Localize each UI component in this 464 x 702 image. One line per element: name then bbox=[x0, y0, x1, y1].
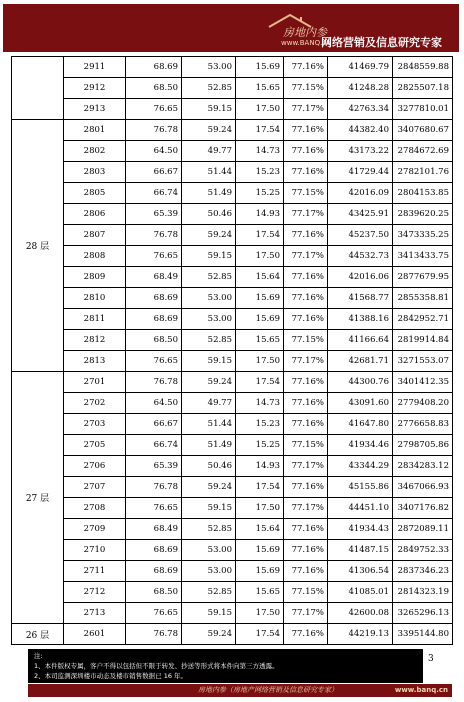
table-cell: 59.24 bbox=[182, 624, 236, 645]
table-cell: 15.65 bbox=[236, 582, 284, 603]
table-row bbox=[12, 603, 453, 624]
table-cell: 50.46 bbox=[182, 204, 236, 225]
table-cell: 2706 bbox=[64, 456, 126, 477]
table-cell: 66.67 bbox=[126, 162, 182, 183]
table-cell: 41306.54 bbox=[328, 561, 393, 582]
table-cell: 2801 bbox=[64, 120, 126, 141]
table-cell: 76.65 bbox=[126, 603, 182, 624]
table-cell: 2839620.25 bbox=[393, 204, 453, 225]
table-cell: 77.17% bbox=[284, 246, 328, 267]
table-cell: 65.39 bbox=[126, 456, 182, 477]
table-cell: 59.15 bbox=[182, 498, 236, 519]
table-cell: 17.54 bbox=[236, 225, 284, 246]
table-cell: 2802 bbox=[64, 141, 126, 162]
table-cell: 41248.28 bbox=[328, 78, 393, 99]
table-cell: 2804153.85 bbox=[393, 183, 453, 204]
table-cell: 2819914.84 bbox=[393, 330, 453, 351]
table-cell: 53.00 bbox=[182, 57, 236, 78]
table-row bbox=[12, 120, 453, 141]
table-row bbox=[12, 372, 453, 393]
table-row bbox=[12, 246, 453, 267]
table-cell: 41934.46 bbox=[328, 435, 393, 456]
table-cell: 76.65 bbox=[126, 246, 182, 267]
table-cell: 68.69 bbox=[126, 288, 182, 309]
floor-cell: 27 层 bbox=[12, 372, 64, 624]
floor-cell: 26 层 bbox=[12, 624, 64, 645]
table-cell: 66.74 bbox=[126, 183, 182, 204]
table-cell: 2703 bbox=[64, 414, 126, 435]
table-cell: 77.16% bbox=[284, 162, 328, 183]
table-cell: 15.69 bbox=[236, 288, 284, 309]
table-cell: 43091.60 bbox=[328, 393, 393, 414]
table-cell: 15.25 bbox=[236, 183, 284, 204]
footer-bar bbox=[28, 684, 452, 697]
table-row bbox=[12, 582, 453, 603]
note-line-1: 1、本件版权专属，客户不得以包括但不限于转发、抄送等形式将本件向第三方透露。 bbox=[34, 662, 279, 670]
table-cell: 44382.40 bbox=[328, 120, 393, 141]
table-cell: 15.69 bbox=[236, 57, 284, 78]
table-cell: 77.16% bbox=[284, 561, 328, 582]
table-cell: 77.16% bbox=[284, 288, 328, 309]
table-cell: 45237.50 bbox=[328, 225, 393, 246]
table-cell: 3467066.93 bbox=[393, 477, 453, 498]
table-cell: 2601 bbox=[64, 624, 126, 645]
table-cell: 2709 bbox=[64, 519, 126, 540]
table-cell: 76.65 bbox=[126, 351, 182, 372]
table-cell: 15.69 bbox=[236, 309, 284, 330]
floor-cell bbox=[12, 57, 64, 120]
table-cell: 68.50 bbox=[126, 330, 182, 351]
table-cell: 2849752.33 bbox=[393, 540, 453, 561]
table-cell: 76.78 bbox=[126, 624, 182, 645]
table-cell: 15.64 bbox=[236, 267, 284, 288]
table-cell: 2701 bbox=[64, 372, 126, 393]
table-cell: 77.15% bbox=[284, 330, 328, 351]
header bbox=[0, 0, 464, 56]
sales-table bbox=[11, 56, 453, 645]
table-cell: 68.69 bbox=[126, 57, 182, 78]
table-cell: 2710 bbox=[64, 540, 126, 561]
table-cell: 77.15% bbox=[284, 582, 328, 603]
table-cell: 77.17% bbox=[284, 204, 328, 225]
footer-brand: 房地内参（房地产网络营销及信息研究专家） bbox=[198, 686, 338, 694]
table-cell: 15.23 bbox=[236, 414, 284, 435]
table-row bbox=[12, 351, 453, 372]
table-cell: 3271553.07 bbox=[393, 351, 453, 372]
table-row bbox=[12, 141, 453, 162]
table-cell: 59.24 bbox=[182, 120, 236, 141]
table-cell: 2912 bbox=[64, 78, 126, 99]
table-cell: 3413433.75 bbox=[393, 246, 453, 267]
table-cell: 77.17% bbox=[284, 498, 328, 519]
notes-heading: 注: bbox=[34, 652, 43, 660]
table-row bbox=[12, 561, 453, 582]
table-cell: 15.64 bbox=[236, 519, 284, 540]
table-cell: 76.78 bbox=[126, 372, 182, 393]
table-cell: 17.54 bbox=[236, 624, 284, 645]
table-cell: 2848559.88 bbox=[393, 57, 453, 78]
table-cell: 17.50 bbox=[236, 246, 284, 267]
table-row bbox=[12, 225, 453, 246]
table-cell: 77.17% bbox=[284, 99, 328, 120]
table-row bbox=[12, 330, 453, 351]
table-cell: 2807 bbox=[64, 225, 126, 246]
note-line-2: 2、本司监测深圳楼市动态及楼市销售数据已 16 年。 bbox=[34, 672, 188, 680]
table-cell: 66.74 bbox=[126, 435, 182, 456]
table-cell: 64.50 bbox=[126, 393, 182, 414]
table-cell: 3395144.80 bbox=[393, 624, 453, 645]
table-cell: 77.17% bbox=[284, 351, 328, 372]
logo-text: 房地内参 bbox=[283, 26, 327, 39]
table-cell: 51.44 bbox=[182, 162, 236, 183]
table-cell: 77.15% bbox=[284, 78, 328, 99]
table-cell: 65.39 bbox=[126, 204, 182, 225]
table-row bbox=[12, 57, 453, 78]
table-cell: 2707 bbox=[64, 477, 126, 498]
table-cell: 64.50 bbox=[126, 141, 182, 162]
table-cell: 2814323.19 bbox=[393, 582, 453, 603]
table-cell: 2803 bbox=[64, 162, 126, 183]
table-cell: 41647.80 bbox=[328, 414, 393, 435]
table-cell: 2837346.23 bbox=[393, 561, 453, 582]
table-cell: 3265296.13 bbox=[393, 603, 453, 624]
notes-box bbox=[28, 649, 423, 683]
table-cell: 53.00 bbox=[182, 288, 236, 309]
table-cell: 77.16% bbox=[284, 477, 328, 498]
table-cell: 77.16% bbox=[284, 624, 328, 645]
table-cell: 42763.34 bbox=[328, 99, 393, 120]
table-cell: 2711 bbox=[64, 561, 126, 582]
table-cell: 17.54 bbox=[236, 477, 284, 498]
table-cell: 2813 bbox=[64, 351, 126, 372]
table-cell: 3277810.01 bbox=[393, 99, 453, 120]
table-row bbox=[12, 414, 453, 435]
table-cell: 3407680.67 bbox=[393, 120, 453, 141]
table-cell: 17.50 bbox=[236, 498, 284, 519]
table-cell: 45155.86 bbox=[328, 477, 393, 498]
table-cell: 2713 bbox=[64, 603, 126, 624]
table-cell: 77.16% bbox=[284, 414, 328, 435]
table-cell: 76.78 bbox=[126, 225, 182, 246]
table-cell: 14.93 bbox=[236, 204, 284, 225]
table-cell: 52.85 bbox=[182, 78, 236, 99]
table-cell: 50.46 bbox=[182, 456, 236, 477]
table-cell: 68.50 bbox=[126, 582, 182, 603]
table-cell: 49.77 bbox=[182, 141, 236, 162]
table-cell: 2834283.12 bbox=[393, 456, 453, 477]
table-cell: 14.73 bbox=[236, 393, 284, 414]
table-cell: 2825507.18 bbox=[393, 78, 453, 99]
table-cell: 14.93 bbox=[236, 456, 284, 477]
table-cell: 44451.10 bbox=[328, 498, 393, 519]
table-cell: 49.77 bbox=[182, 393, 236, 414]
table-cell: 2811 bbox=[64, 309, 126, 330]
table-cell: 76.65 bbox=[126, 498, 182, 519]
table-cell: 15.23 bbox=[236, 162, 284, 183]
table-row bbox=[12, 309, 453, 330]
table-cell: 52.85 bbox=[182, 267, 236, 288]
table-cell: 42016.06 bbox=[328, 267, 393, 288]
table-cell: 2779408.20 bbox=[393, 393, 453, 414]
table-cell: 52.85 bbox=[182, 582, 236, 603]
table-cell: 42016.09 bbox=[328, 183, 393, 204]
table-cell: 59.24 bbox=[182, 372, 236, 393]
table-cell: 42600.08 bbox=[328, 603, 393, 624]
table-cell: 43425.91 bbox=[328, 204, 393, 225]
table-cell: 14.73 bbox=[236, 141, 284, 162]
table-cell: 77.16% bbox=[284, 372, 328, 393]
table-cell: 2812 bbox=[64, 330, 126, 351]
table-cell: 77.16% bbox=[284, 57, 328, 78]
table-cell: 41934.43 bbox=[328, 519, 393, 540]
table-row bbox=[12, 456, 453, 477]
footer-url: www.banq.cn bbox=[394, 686, 448, 694]
table-cell: 17.50 bbox=[236, 351, 284, 372]
table-cell: 59.24 bbox=[182, 225, 236, 246]
table-cell: 44219.13 bbox=[328, 624, 393, 645]
table-cell: 68.49 bbox=[126, 267, 182, 288]
table-cell: 41729.44 bbox=[328, 162, 393, 183]
table-row bbox=[12, 99, 453, 120]
table-cell: 77.17% bbox=[284, 456, 328, 477]
table-row bbox=[12, 393, 453, 414]
table-cell: 68.49 bbox=[126, 519, 182, 540]
table-cell: 41469.79 bbox=[328, 57, 393, 78]
banner-title: 网络营销及信息研究专家 bbox=[321, 36, 442, 49]
table-cell: 17.50 bbox=[236, 603, 284, 624]
table-cell: 53.00 bbox=[182, 561, 236, 582]
table-cell: 68.69 bbox=[126, 561, 182, 582]
table-row bbox=[12, 267, 453, 288]
table-row bbox=[12, 162, 453, 183]
table-cell: 2810 bbox=[64, 288, 126, 309]
table-cell: 2712 bbox=[64, 582, 126, 603]
table-cell: 2809 bbox=[64, 267, 126, 288]
table-cell: 59.15 bbox=[182, 351, 236, 372]
logo-url: www.BANQ.cn bbox=[281, 39, 331, 47]
table-row bbox=[12, 78, 453, 99]
table-cell: 51.49 bbox=[182, 183, 236, 204]
table-cell: 3401412.35 bbox=[393, 372, 453, 393]
table-cell: 15.25 bbox=[236, 435, 284, 456]
table-row bbox=[12, 477, 453, 498]
table-cell: 15.69 bbox=[236, 561, 284, 582]
table-row bbox=[12, 498, 453, 519]
table-cell: 77.15% bbox=[284, 435, 328, 456]
table-cell: 59.15 bbox=[182, 603, 236, 624]
table-cell: 41568.77 bbox=[328, 288, 393, 309]
table-cell: 77.16% bbox=[284, 393, 328, 414]
table-cell: 51.49 bbox=[182, 435, 236, 456]
table-row bbox=[12, 435, 453, 456]
table-cell: 3473335.25 bbox=[393, 225, 453, 246]
table-cell: 77.16% bbox=[284, 309, 328, 330]
table-cell: 52.85 bbox=[182, 330, 236, 351]
table-row bbox=[12, 204, 453, 225]
table-cell: 41166.64 bbox=[328, 330, 393, 351]
table-cell: 77.16% bbox=[284, 267, 328, 288]
table-cell: 53.00 bbox=[182, 309, 236, 330]
table-cell: 77.16% bbox=[284, 540, 328, 561]
table-cell: 2913 bbox=[64, 99, 126, 120]
table-cell: 44532.73 bbox=[328, 246, 393, 267]
table-cell: 2911 bbox=[64, 57, 126, 78]
table-cell: 66.67 bbox=[126, 414, 182, 435]
table-cell: 2798705.86 bbox=[393, 435, 453, 456]
table-cell: 2782101.76 bbox=[393, 162, 453, 183]
table-cell: 2705 bbox=[64, 435, 126, 456]
header-banner bbox=[3, 4, 459, 52]
table-cell: 2842952.71 bbox=[393, 309, 453, 330]
table-cell: 59.15 bbox=[182, 99, 236, 120]
table-cell: 77.16% bbox=[284, 120, 328, 141]
table-cell: 76.78 bbox=[126, 120, 182, 141]
table-cell: 2776658.83 bbox=[393, 414, 453, 435]
table-cell: 2855358.81 bbox=[393, 288, 453, 309]
table-cell: 3407176.82 bbox=[393, 498, 453, 519]
table-cell: 43173.22 bbox=[328, 141, 393, 162]
table-cell: 77.16% bbox=[284, 519, 328, 540]
table-cell: 2805 bbox=[64, 183, 126, 204]
table-row bbox=[12, 183, 453, 204]
table-cell: 77.17% bbox=[284, 603, 328, 624]
table-cell: 68.69 bbox=[126, 309, 182, 330]
table-cell: 42681.71 bbox=[328, 351, 393, 372]
table-cell: 77.16% bbox=[284, 225, 328, 246]
table-cell: 15.65 bbox=[236, 78, 284, 99]
table-cell: 17.54 bbox=[236, 372, 284, 393]
table-cell: 2784672.69 bbox=[393, 141, 453, 162]
table-cell: 2877679.95 bbox=[393, 267, 453, 288]
table-cell: 41487.15 bbox=[328, 540, 393, 561]
table-cell: 51.44 bbox=[182, 414, 236, 435]
table-cell: 77.16% bbox=[284, 141, 328, 162]
floor-cell: 28 层 bbox=[12, 120, 64, 372]
table-row bbox=[12, 540, 453, 561]
table-cell: 2872089.11 bbox=[393, 519, 453, 540]
page-number: 3 bbox=[428, 654, 434, 664]
table-cell: 68.50 bbox=[126, 78, 182, 99]
table-cell: 2702 bbox=[64, 393, 126, 414]
table-cell: 53.00 bbox=[182, 540, 236, 561]
table-cell: 15.69 bbox=[236, 540, 284, 561]
table-cell: 68.69 bbox=[126, 540, 182, 561]
table-cell: 2806 bbox=[64, 204, 126, 225]
table-cell: 41388.16 bbox=[328, 309, 393, 330]
table-row bbox=[12, 519, 453, 540]
table-row bbox=[12, 288, 453, 309]
table-cell: 59.15 bbox=[182, 246, 236, 267]
table-cell: 77.15% bbox=[284, 183, 328, 204]
table-cell: 15.65 bbox=[236, 330, 284, 351]
table-cell: 52.85 bbox=[182, 519, 236, 540]
table-cell: 41085.01 bbox=[328, 582, 393, 603]
table-cell: 43344.29 bbox=[328, 456, 393, 477]
table-cell: 17.50 bbox=[236, 99, 284, 120]
table-cell: 59.24 bbox=[182, 477, 236, 498]
table-cell: 76.65 bbox=[126, 99, 182, 120]
table-row bbox=[12, 624, 453, 645]
table-cell: 2808 bbox=[64, 246, 126, 267]
table-cell: 76.78 bbox=[126, 477, 182, 498]
table-cell: 2708 bbox=[64, 498, 126, 519]
table-cell: 44300.76 bbox=[328, 372, 393, 393]
table-cell: 17.54 bbox=[236, 120, 284, 141]
